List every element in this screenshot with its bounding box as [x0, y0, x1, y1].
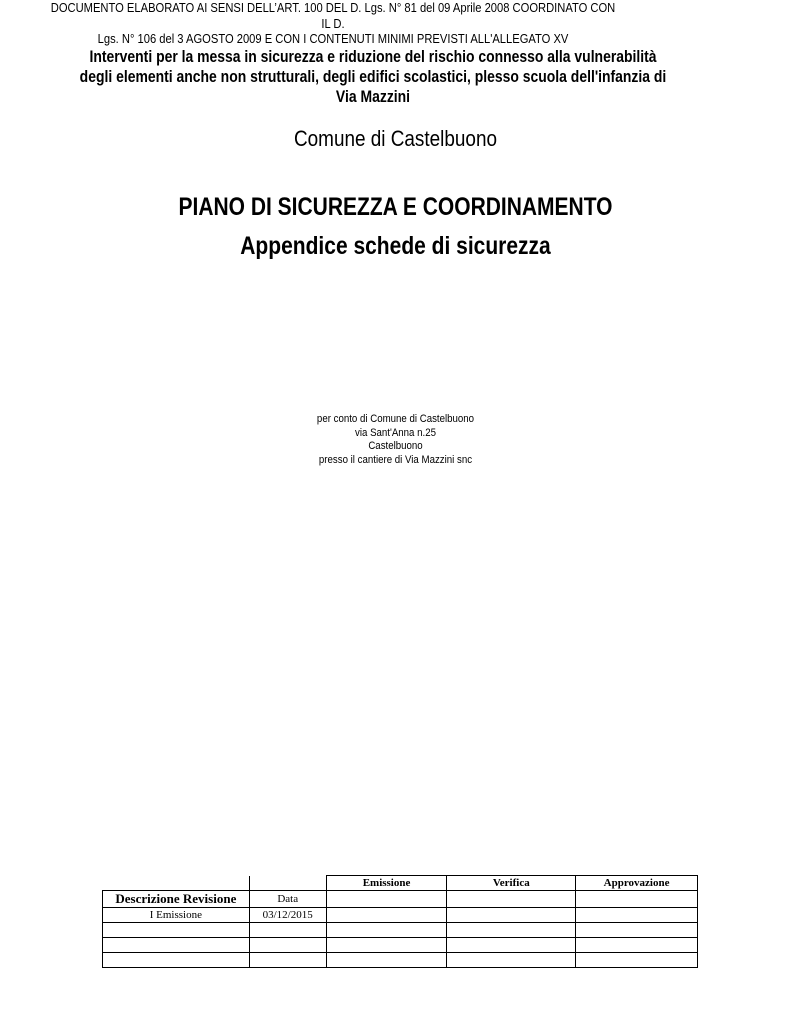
cell-verifica [447, 923, 576, 938]
works-description-line: Interventi per la messa in sicurezza e riduzione del rischio connesso alla vulnerabilità [89, 46, 657, 66]
cell-emissione [326, 923, 447, 938]
document-title: PIANO DI SICUREZZA E COORDINAMENTO [178, 193, 613, 221]
header-verifica: Verifica [447, 876, 576, 891]
table-header-row [103, 876, 698, 891]
client-city: Castelbuono [368, 440, 423, 452]
cell-emissione [326, 953, 447, 968]
blank-cell [249, 876, 326, 891]
cell-emissione [326, 938, 447, 953]
cell-data [249, 953, 326, 968]
cell-verifica [447, 908, 576, 923]
table-cell [447, 891, 576, 908]
cell-verifica [447, 938, 576, 953]
cell-descrizione [103, 953, 250, 968]
comune-heading: Comune di Castelbuono [293, 126, 497, 151]
cell-approvazione [576, 938, 698, 953]
client-info [47, 413, 743, 467]
client-address: via Sant'Anna n.25 [355, 426, 436, 439]
works-description-line: Via Mazzini [335, 86, 411, 106]
header-emissione: Emissione [326, 876, 447, 891]
cell-emissione [326, 908, 447, 923]
cell-approvazione [576, 908, 698, 923]
table-cell [576, 891, 698, 908]
table-cell [326, 891, 447, 908]
table-row [103, 923, 698, 938]
table-row [103, 938, 698, 953]
table-row [103, 953, 698, 968]
site-location: presso il cantiere di Via Mazzini snc [318, 453, 473, 466]
works-description-line: degli elementi anche non strutturali, degli edifici scolastici, plesso scuola dell'infanzia di [79, 66, 667, 86]
legal-reference [47, 0, 620, 47]
blank-cell [103, 876, 250, 891]
cell-approvazione [576, 953, 698, 968]
client-line: per conto di Comune di Castelbuono [316, 413, 475, 425]
table-row [103, 908, 698, 923]
cell-approvazione [576, 923, 698, 938]
cell-descrizione [103, 938, 250, 953]
header-data: Data [249, 891, 326, 908]
cell-data [249, 938, 326, 953]
revision-table [102, 875, 698, 968]
header-descrizione: Descrizione Revisione [103, 891, 250, 908]
cell-data [249, 923, 326, 938]
cell-descrizione: I Emissione [103, 908, 250, 923]
legal-reference-line: DOCUMENTO ELABORATO AI SENSI DELL’ART. 100 DEL D. Lgs. N° 81 del 09 Aprile 2008 COORDINATO CON IL D. [50, 0, 616, 31]
document-subtitle: Appendice schede di sicurezza [240, 232, 551, 260]
header-approvazione: Approvazione [576, 876, 698, 891]
legal-reference-line: Lgs. N° 106 del 3 AGOSTO 2009 E CON I CONTENUTI MINIMI PREVISTI ALL'ALLEGATO XV [97, 31, 569, 46]
table-subheader-row [103, 891, 698, 908]
cell-verifica [447, 953, 576, 968]
cell-descrizione [103, 923, 250, 938]
cell-data: 03/12/2015 [249, 908, 326, 923]
works-description [67, 47, 679, 107]
